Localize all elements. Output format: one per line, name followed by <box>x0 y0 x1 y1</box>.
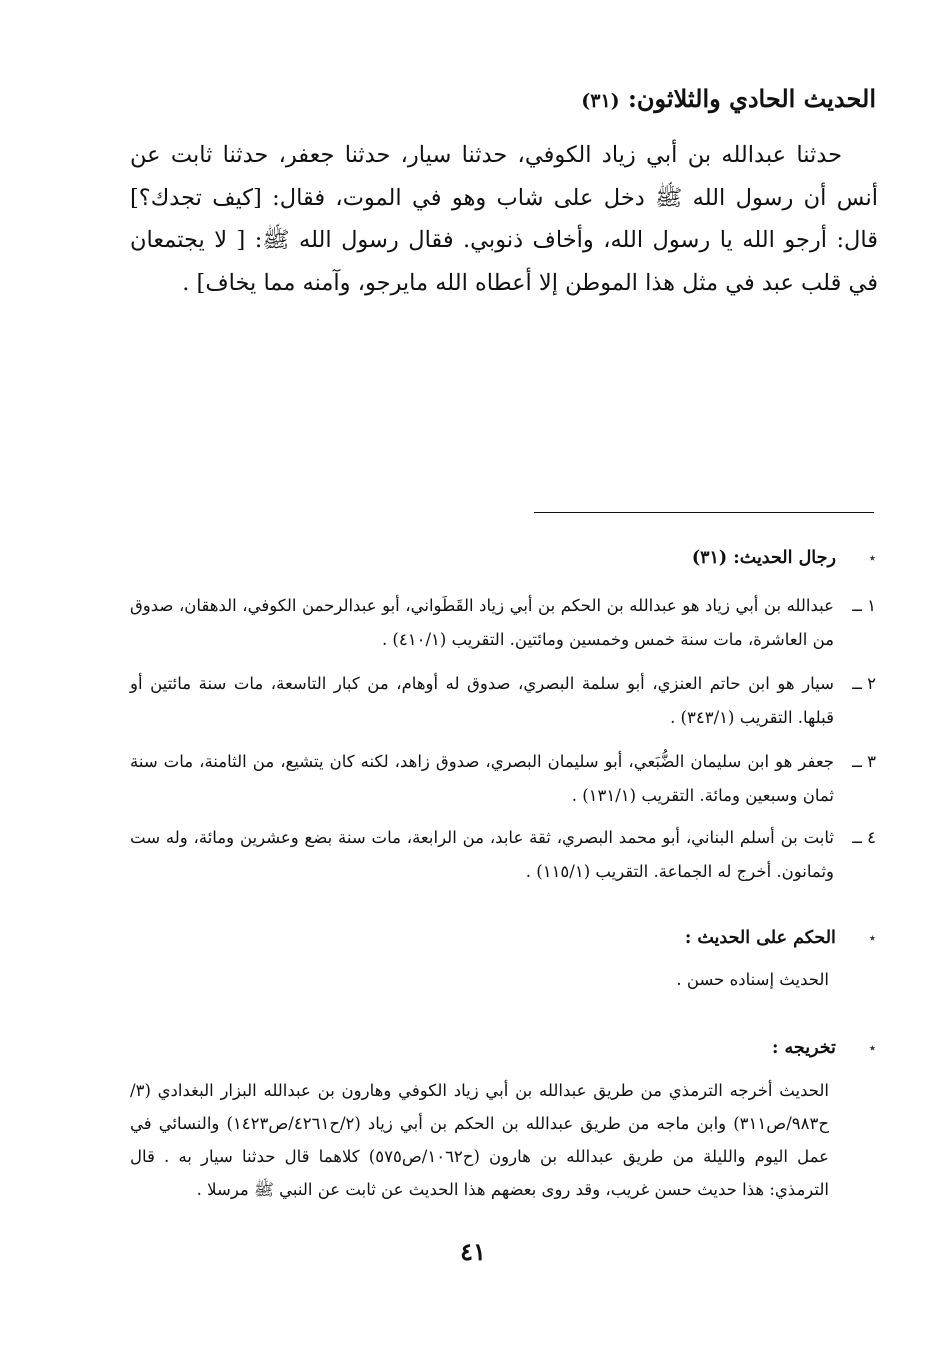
narrators-heading-text: رجال الحديث: (٣١) <box>691 548 836 568</box>
hadith-title-text: الحديث الحادي والثلاثون: <box>628 84 876 113</box>
ruling-heading <box>685 928 876 948</box>
hadith-title-number: (٣١) <box>581 90 620 112</box>
narrator-number: ٢ ــ <box>852 674 876 693</box>
narrator-item <box>130 589 876 656</box>
star-icon: ٭ <box>868 551 876 566</box>
hadith-title <box>116 82 876 118</box>
narrator-number: ٣ ــ <box>852 752 876 771</box>
narrators-heading <box>692 548 876 568</box>
takhrij-heading-text: تخريجه : <box>771 1038 836 1058</box>
star-icon: ٭ <box>868 1041 876 1056</box>
footnote-separator <box>534 512 874 513</box>
narrator-text: جعفر هو ابن سليمان الضُّبَعي، أبو سليمان البصري، صدوق زاهد، لكنه كان يتشيع، من الثامنة، مات سنة ثمان وسبعين ومائة. التقريب (١٣١/١) . <box>130 752 834 805</box>
narrator-item <box>130 745 876 812</box>
narrator-number: ٤ ــ <box>852 828 876 847</box>
hadith-main-text <box>130 134 878 304</box>
takhrij-text: الحديث أخرجه الترمذي من طريق عبدالله بن أبي زياد الكوفي وهارون بن عبدالله البزار البغدادي (٣/ح٩٨٣/ص٣١١) وابن ماجه من طريق عبدالله بن الحكم بن أبي زياد (٢/ح٤٢٦١/ص١٤٢٣) والنسائي في عمل اليوم والليلة من طريق عبدالله بن هارون (ح١٠٦٢/ص٥٧٥) كلاهما قال حدثنا سيار به . قال الترمذي: هذا حديث حسن غريب، وقد روى بعضهم هذا الحديث عن ثابت عن النبي ﷺ مرسلا . <box>130 1081 830 1199</box>
narrator-text: سيار هو ابن حاتم العنزي، أبو سلمة البصري، صدوق له أوهام، من كبار التاسعة، مات سنة مائتين أو قبلها. التقريب (٣٤٣/١) . <box>130 674 834 727</box>
takhrij-heading <box>772 1038 876 1058</box>
narrator-text: ثابت بن أسلم البناني، أبو محمد البصري، ثقة عابد، من الرابعة، مات سنة بضع وعشرين ومائة، وله ست وثمانون. أخرج له الجماعة. التقريب (١١٥/١) . <box>130 828 834 881</box>
narrator-item <box>130 821 876 888</box>
ruling-text: الحديث إسناده حسن . <box>676 970 829 989</box>
narrator-text: عبدالله بن أبي زياد هو عبدالله بن الحكم بن أبي زياد القَطَواني، أبو عبدالرحمن الكوفي، الدهقان، صدوق من العاشرة، مات سنة خمس وخمسين ومائتين. التقريب (٤١٠/١) . <box>130 596 834 649</box>
page-number: ٤١ <box>460 1237 486 1266</box>
ruling-heading-text: الحكم على الحديث : <box>684 928 836 948</box>
hadith-body: حدثنا عبدالله بن أبي زياد الكوفي، حدثنا سيار، حدثنا جعفر، حدثنا ثابت عن أنس أن رسول الله ﷺ دخل على شاب وهو في الموت، فقال: [كيف تجدك؟] قال: أرجو الله يا رسول الله، وأخاف ذنوبي. فقال رسول الله ﷺ: [ لا يجتمعان في قلب عبد في مثل هذا الموطن إلا أعطاه الله مايرجو، وآمنه مما يخاف] . <box>130 142 878 296</box>
narrator-number: ١ ــ <box>852 596 876 615</box>
narrator-item <box>130 667 876 734</box>
star-icon: ٭ <box>868 931 876 946</box>
